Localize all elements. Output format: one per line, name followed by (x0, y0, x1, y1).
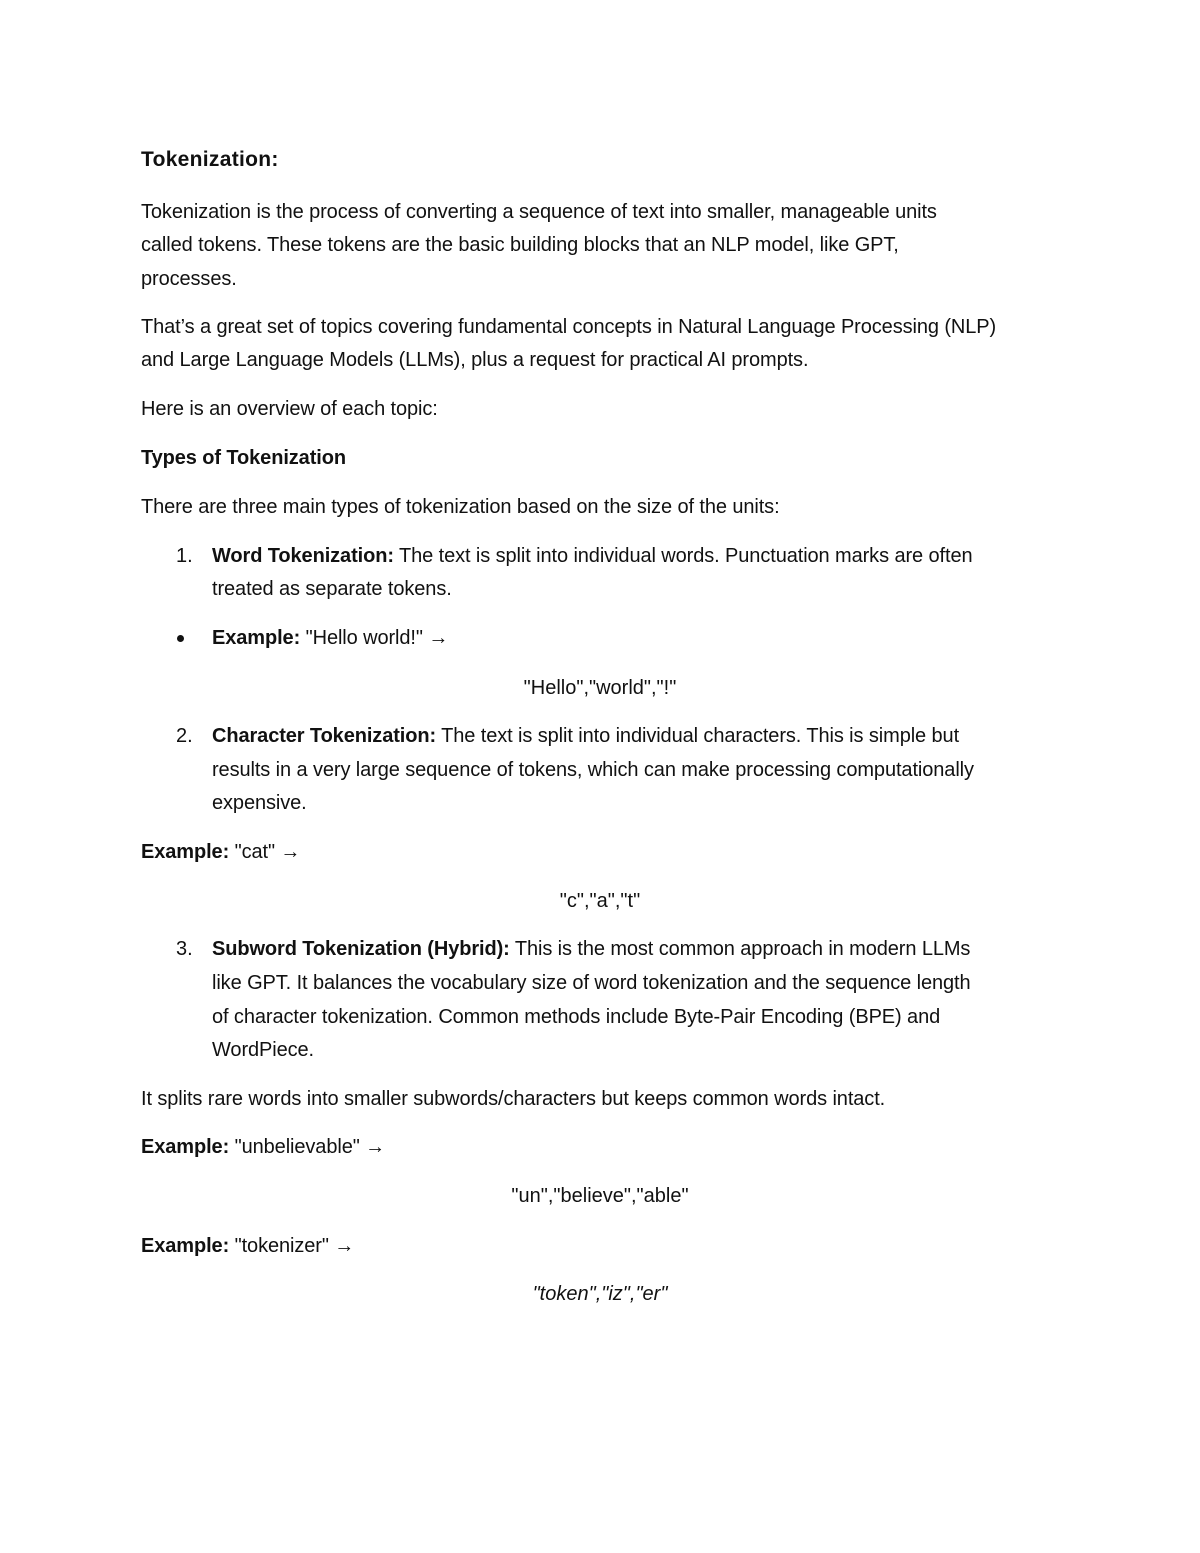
list-item-line (212, 936, 970, 962)
example-text: "unbelievable" → (229, 1136, 386, 1158)
list-item-line: treated as separate tokens. (212, 578, 452, 600)
list-item-text: The text is split into individual characters. This is simple but (436, 725, 960, 747)
list-item-line (212, 723, 959, 749)
list-item-line: WordPiece. (212, 1039, 315, 1061)
example-label: Example: (141, 1136, 230, 1158)
overview-line: That’s a great set of topics covering fundamental concepts in Natural Language Processing (NLP) (141, 316, 997, 338)
example-line (141, 1134, 385, 1160)
list-item-text: The text is split into individual words. Punctuation marks are often (393, 545, 973, 567)
subword-note: It splits rare words into smaller subwords/characters but keeps common words intact. (141, 1088, 886, 1110)
example-label: Example: (141, 1235, 230, 1257)
overview-line: and Large Language Models (LLMs), plus a request for practical AI prompts. (141, 349, 809, 371)
example-result: "Hello","world","!" (523, 677, 677, 699)
overview-intro: Here is an overview of each topic: (141, 398, 438, 420)
example-result: "un","believe","able" (511, 1185, 689, 1207)
list-item-label: Subword Tokenization (Hybrid): (212, 938, 510, 960)
example-line (141, 839, 300, 865)
page-title: Tokenization: (141, 148, 279, 171)
intro-line: called tokens. These tokens are the basic building blocks that an NLP model, like GPT, (141, 234, 899, 256)
list-item-line: like GPT. It balances the vocabulary size of word tokenization and the sequence length (212, 972, 971, 994)
example-text: "Hello world!" → (300, 627, 449, 649)
section-heading: Types of Tokenization (141, 447, 346, 469)
list-item-line: results in a very large sequence of tokens, which can make processing computationally (212, 759, 974, 781)
example-line (212, 625, 448, 651)
list-marker: 1. (176, 545, 193, 567)
bullet-dot-icon (177, 635, 184, 642)
section-intro: There are three main types of tokenization based on the size of the units: (141, 496, 780, 518)
example-text: "cat" → (229, 841, 301, 863)
list-item-label: Character Tokenization: (212, 725, 437, 747)
list-item-line: of character tokenization. Common methods include Byte-Pair Encoding (BPE) and (212, 1006, 941, 1028)
intro-line: Tokenization is the process of converting a sequence of text into smaller, manageable units (141, 201, 937, 223)
example-label: Example: (141, 841, 230, 863)
example-result: "c","a","t" (559, 890, 641, 912)
list-item-line (212, 543, 973, 569)
example-label: Example: (212, 627, 301, 649)
list-item-line: expensive. (212, 792, 307, 814)
list-marker: 2. (176, 725, 193, 747)
intro-line: processes. (141, 268, 237, 290)
example-line (141, 1233, 354, 1259)
example-result: "token","iz","er" (532, 1283, 668, 1305)
list-item-label: Word Tokenization: (212, 545, 394, 567)
list-marker: 3. (176, 938, 193, 960)
example-text: "tokenizer" → (229, 1235, 355, 1257)
list-item-text: This is the most common approach in modern LLMs (509, 938, 971, 960)
